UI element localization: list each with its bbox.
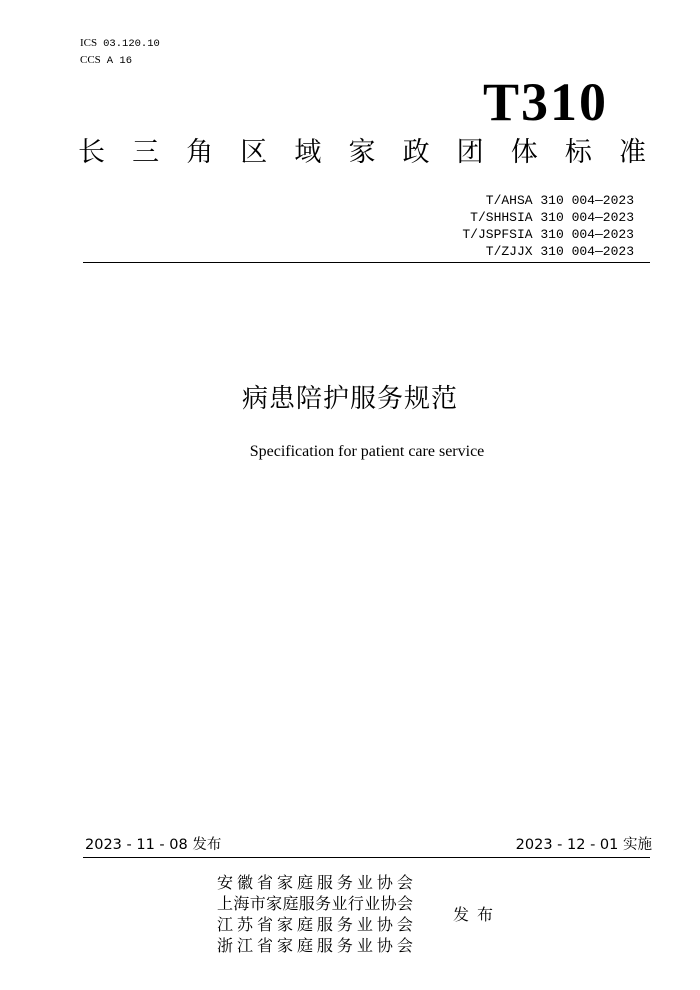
- ics-label: ICS: [80, 37, 98, 49]
- publisher-char: 会: [396, 915, 413, 934]
- publisher-char: 务: [336, 936, 353, 955]
- header-divider: [83, 262, 650, 263]
- standard-category-code: T310: [482, 72, 608, 132]
- publish-label: [453, 904, 493, 925]
- publisher-char: 徽: [236, 873, 253, 892]
- standard-type-title: [78, 136, 646, 170]
- standard-type-char: 团: [456, 137, 484, 168]
- ccs-label: CCS: [80, 54, 101, 66]
- publisher-char: 行: [347, 894, 364, 913]
- publisher-char: 苏: [236, 915, 253, 934]
- publisher-char: 会: [396, 894, 413, 913]
- publisher-list: [217, 872, 413, 956]
- publisher-char: 江: [217, 915, 234, 934]
- publisher-char: 业: [364, 894, 381, 913]
- implementation-date: 2023 - 12 - 01 实施: [515, 837, 652, 853]
- publisher-char: 上: [217, 894, 234, 913]
- publisher-char: 省: [256, 915, 273, 934]
- standard-number: T/SHHSIA 310 004—2023: [470, 210, 634, 225]
- publisher-char: 家: [276, 936, 293, 955]
- publisher-char: 业: [331, 894, 348, 913]
- publisher-char: 家: [276, 873, 293, 892]
- standard-type-char: 政: [402, 137, 430, 168]
- standard-type-char: 长: [78, 137, 105, 168]
- publisher-char: 业: [356, 936, 373, 955]
- footer-divider: [83, 857, 650, 858]
- ics-code: 03.120.10: [103, 38, 160, 50]
- standard-number: T/ZJJX 310 004—2023: [485, 244, 634, 259]
- ccs-code: A 16: [106, 55, 133, 67]
- publisher-char: 协: [376, 936, 393, 955]
- publisher-char: 务: [336, 915, 353, 934]
- publisher-name: [217, 914, 413, 935]
- standard-numbers: [462, 192, 634, 260]
- publisher-char: 服: [316, 936, 333, 955]
- standard-type-char: 准: [618, 137, 646, 168]
- document-title-chinese: 病患陪护服务规范: [241, 384, 458, 414]
- publisher-char: 庭: [296, 873, 313, 892]
- ics-classification: [80, 36, 160, 51]
- publisher-char: 服: [298, 894, 315, 913]
- publisher-name: [217, 872, 413, 893]
- publisher-char: 家: [276, 915, 293, 934]
- publisher-char: 业: [356, 915, 373, 934]
- publisher-char: 务: [315, 894, 332, 913]
- standard-number: T/AHSA 310 004—2023: [485, 193, 634, 208]
- publisher-char: 协: [376, 915, 393, 934]
- document-title-english: Specification for patient care service: [249, 443, 485, 460]
- publisher-name: [217, 893, 413, 914]
- publisher-char: 省: [256, 936, 273, 955]
- ccs-classification: [80, 53, 132, 68]
- publisher-char: 江: [236, 936, 253, 955]
- publisher-char: 庭: [296, 936, 313, 955]
- publisher-char: 市: [249, 894, 266, 913]
- publisher-char: 务: [336, 873, 353, 892]
- publish-label-char: 布: [476, 905, 493, 924]
- publisher-char: 会: [396, 873, 413, 892]
- publisher-char: 安: [217, 873, 234, 892]
- standard-type-char: 标: [564, 137, 592, 168]
- publisher-char: 服: [316, 915, 333, 934]
- publish-label-char: 发: [453, 905, 470, 924]
- publisher-char: 海: [233, 894, 250, 913]
- publisher-char: 业: [356, 873, 373, 892]
- publisher-char: 省: [256, 873, 273, 892]
- publisher-char: 协: [380, 894, 397, 913]
- standard-type-char: 域: [294, 137, 322, 168]
- publisher-name: [217, 935, 413, 956]
- standard-type-char: 体: [510, 137, 538, 168]
- publisher-char: 家: [266, 894, 283, 913]
- standard-type-char: 区: [240, 137, 268, 168]
- standard-type-char: 家: [348, 137, 376, 168]
- standard-number: T/JSPFSIA 310 004—2023: [462, 227, 634, 242]
- publisher-char: 服: [316, 873, 333, 892]
- publisher-char: 浙: [217, 936, 234, 955]
- publisher-char: 庭: [296, 915, 313, 934]
- issue-date: 2023 - 11 - 08 发布: [85, 837, 222, 853]
- standard-type-char: 三: [132, 137, 160, 168]
- publisher-char: 会: [396, 936, 413, 955]
- publisher-char: 协: [376, 873, 393, 892]
- standard-type-char: 角: [186, 137, 214, 168]
- publisher-char: 庭: [282, 894, 299, 913]
